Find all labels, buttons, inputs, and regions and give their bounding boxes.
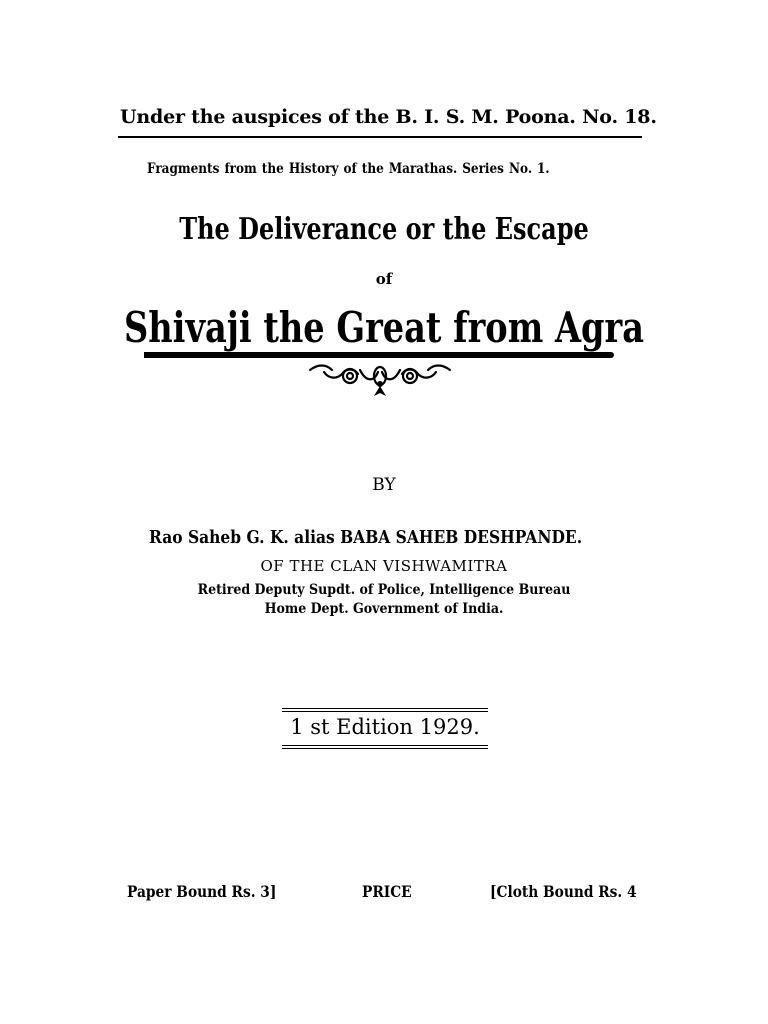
auspices-line: Under the auspices of the B. I. S. M. Poona. No. 18. [120,106,657,128]
main-title-line-2: Shivaji the Great from Agra [123,303,644,352]
price-cloth-bound: [Cloth Bound Rs. 4 [490,882,637,901]
author-position: Retired Deputy Supdt. of Police, Intelligence Bureau [197,582,571,598]
author-name: Rao Saheb G. K. alias BABA SAHEB DESHPANDE. [149,527,583,548]
floral-scroll-ornament-icon [300,356,460,400]
edition-rule-top-1 [282,708,488,709]
header-rule [118,136,642,138]
series-line: Fragments from the History of the Marathas. Series No. 1. [147,161,550,177]
edition-rule-bottom-2 [282,748,488,749]
edition-rule-bottom-1 [282,745,488,746]
main-title-line-1: The Deliverance or the Escape [179,212,589,247]
author-department: Home Dept. Government of India. [264,601,504,617]
author-clan: OF THE CLAN VISHWAMITRA [260,557,508,575]
price-label: PRICE [362,882,412,901]
edition-label: 1 st Edition 1929. [290,715,480,739]
edition-rule-top-2 [282,711,488,712]
price-paper-bound: Paper Bound Rs. 3] [127,882,277,901]
byline-by: BY [372,475,396,495]
title-connector: of [375,270,393,288]
